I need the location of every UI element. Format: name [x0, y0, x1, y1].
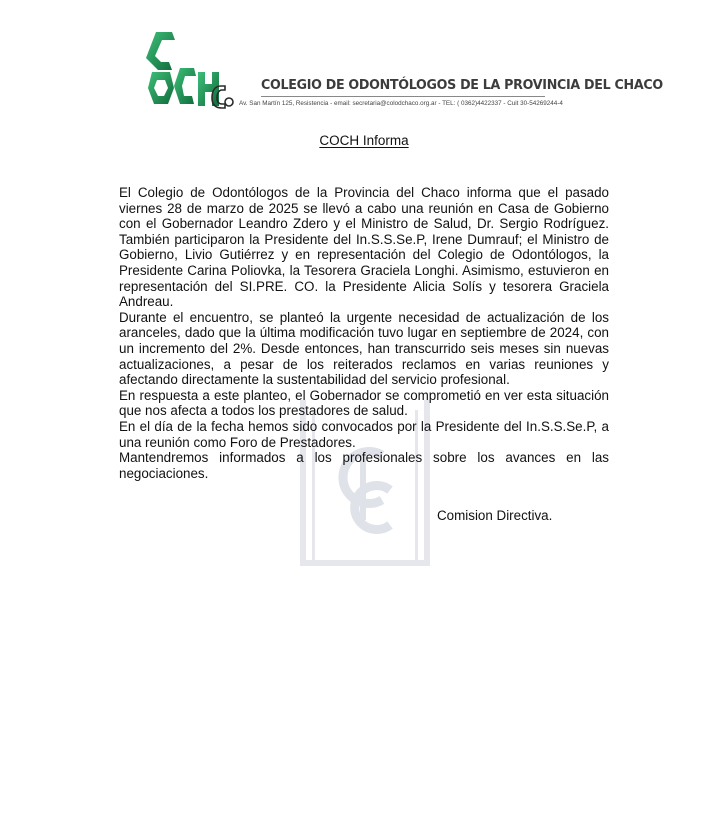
document-body: [119, 185, 609, 481]
coch-logo: [142, 28, 234, 112]
organization-contact: Av. San Martín 125, Resistencia - email: secretaria@colodchaco.org.ar - TEL: ( 0362)4422337 - Cuit 30-54269244-4: [239, 100, 563, 107]
header-rule: [261, 96, 545, 97]
organization-name: COLEGIO DE ODONTÓLOGOS DE LA PROVINCIA DEL CHACO: [261, 78, 663, 93]
paragraph: Mantendremos informados a los profesionales sobre los avances en las negociaciones.: [119, 450, 609, 481]
paragraph: El Colegio de Odontólogos de la Provincia del Chaco informa que el pasado viernes 28 de marzo de 2025 se llevó a cabo una reunión en Casa de Gobierno con el Gobernador Leandro Zdero y el Ministro de Salud, Dr. Sergio Rodríguez. También participaron la Presidente del In.S.S.Se.P, Irene Dumrauf; el Ministro de Gobierno, Livio Gutiérrez y en representación del Colegio de Odontólogos, la Presidente Carina Poliovka, la Tesorera Graciela Longhi. Asimismo, estuvieron en representación del SI.PRE. CO. la Presidente Alicia Solís y tesorera Graciela Andreau.: [119, 185, 609, 310]
paragraph: Durante el encuentro, se planteó la urgente necesidad de actualización de los aranceles, dado que la última modificación tuvo lugar en septiembre de 2024, con un incremento del 2%. Desde entonces, han transcurrido seis meses sin nuevas actualizaciones, a pesar de los reiterados reclamos en varias reuniones y afectando directamente la sustentabilidad del servicio profesional.: [119, 309, 609, 388]
signature: Comision Directiva.: [437, 508, 553, 523]
paragraph: En respuesta a este planteo, el Gobernador se comprometió en ver esta situación que nos afecta a todos los prestadores de salud.: [119, 387, 609, 419]
paragraph: En el día de la fecha hemos sido convocados por la Presidente del In.S.S.Se.P, a una reunión como Foro de Prestadores.: [119, 418, 609, 450]
document-title: COCH Informa: [319, 133, 409, 148]
